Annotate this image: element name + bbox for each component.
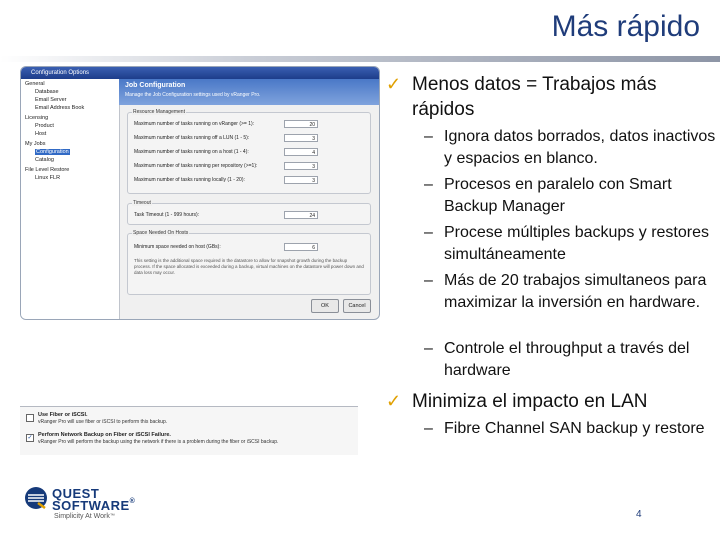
use-fiber-desc: vRanger Pro will use fiber or iSCSI to perform this backup. — [38, 419, 168, 425]
network-backup-title: Perform Network Backup on Fiber or iSCSI Failure. — [38, 432, 171, 438]
dialog-title-bar: Configuration Options — [21, 67, 379, 79]
ok-button[interactable]: OK — [311, 299, 339, 313]
slide-title: Más rápido — [551, 10, 700, 43]
cancel-button[interactable]: Cancel — [343, 299, 371, 313]
title-divider — [0, 56, 720, 62]
sub-bullet-text: Procesos en paralelo con Smart Backup Manager — [444, 176, 672, 215]
tree-item-general[interactable]: General — [25, 81, 45, 87]
resource-management-group — [127, 109, 371, 194]
max-tasks-lun-label: Maximum number of tasks running off a LUN (1 - 5): — [134, 135, 250, 141]
tree-item-linux-flr[interactable]: Linux FLR — [35, 175, 61, 181]
min-space-label: Minimum space needed on host (GBs): — [134, 244, 221, 250]
min-space-input[interactable]: 6 — [284, 243, 318, 251]
timeout-group — [127, 200, 371, 225]
dash-icon: – — [424, 420, 433, 437]
max-tasks-lun-input[interactable]: 3 — [284, 134, 318, 142]
dash-icon: – — [424, 340, 433, 357]
job-configuration-title: Job Configuration — [125, 82, 186, 89]
max-tasks-host-input[interactable]: 4 — [284, 148, 318, 156]
tree-item-file-level-restore[interactable]: File Level Restore — [25, 167, 70, 173]
max-tasks-repository-label: Maximum number of tasks running per repository (>=1): — [134, 163, 258, 169]
job-configuration-panel — [119, 79, 379, 319]
tree-item-email-address-book[interactable]: Email Address Book — [35, 105, 85, 111]
check-icon: ✓ — [386, 74, 402, 94]
use-fiber-checkbox[interactable] — [26, 414, 34, 422]
space-needed-group — [127, 230, 371, 295]
tree-item-configuration[interactable]: Configuration — [36, 149, 69, 155]
task-timeout-input[interactable]: 24 — [284, 211, 318, 219]
sub-bullet-text: Controle el throughput a través del hardware — [444, 340, 690, 379]
bullet-2-text: Minimiza el impacto en LAN — [412, 391, 648, 412]
trademark-mark: ™ — [109, 513, 115, 519]
network-backup-desc: vRanger Pro will perform the backup using the network if there is a problem during the fiber or iSCSI backup. — [38, 439, 279, 445]
max-tasks-local-label: Maximum number of tasks running locally (1 - 20): — [134, 177, 245, 183]
dash-icon: – — [424, 128, 433, 145]
sub-bullet-text: Ignora datos borrados, datos inactivos y espacios en blanco. — [444, 128, 716, 167]
tree-item-database[interactable]: Database — [35, 89, 59, 95]
space-note: This setting is the additional space required in the datastore to allow for snapshot growth during the backup process. If the space allocated is exceeded during a backup, virtual machines on the datastore will power down and data loss may occur. — [134, 258, 364, 275]
resource-management-legend: Resource Management — [133, 109, 185, 115]
use-fiber-title: Use Fiber or iSCSI. — [38, 412, 88, 418]
tree-item-my-jobs[interactable]: My Jobs — [25, 141, 46, 147]
backup-options-screenshot — [20, 406, 358, 455]
tree-item-licensing[interactable]: Licensing — [25, 115, 49, 121]
logo-word-1: QUEST — [52, 486, 100, 501]
sub-bullet-text: Más de 20 trabajos simultaneos para maximizar la inversión en hardware. — [444, 272, 707, 311]
logo-word-2-text: SOFTWARE — [52, 498, 130, 513]
tree-item-host[interactable]: Host — [35, 131, 47, 137]
space-needed-legend: Space Needed On Hosts — [133, 230, 189, 236]
logo-tagline-text: Simplicity At Work — [54, 513, 110, 520]
tree-item-catalog[interactable]: Catalog — [35, 157, 54, 163]
logo-word-2 — [52, 498, 135, 513]
sub-bullet-text: Fibre Channel SAN backup y restore — [444, 420, 705, 437]
max-tasks-vranger-label: Maximum number of tasks running on vRanger (>= 1): — [134, 121, 255, 127]
dash-icon: – — [424, 272, 433, 289]
registered-mark: ® — [129, 498, 136, 505]
tree-item-email-server[interactable]: Email Server — [35, 97, 67, 103]
configuration-dialog-screenshot — [20, 66, 380, 320]
dash-icon: – — [424, 224, 433, 241]
max-tasks-host-label: Maximum number of tasks running on a host (1 - 4): — [134, 149, 249, 155]
dash-icon: – — [424, 176, 433, 193]
bullet-1-text: Menos datos = Trabajos más rápidos — [412, 74, 657, 120]
sub-bullet-text: Procese múltiples backups y restores simultáneamente — [444, 224, 709, 263]
max-tasks-local-input[interactable]: 3 — [284, 176, 318, 184]
job-configuration-subtitle: Manage the Job Configuration settings used by vRanger Pro. — [125, 92, 261, 98]
check-icon: ✓ — [386, 391, 402, 411]
job-configuration-header — [119, 79, 379, 105]
page-number: 4 — [636, 509, 642, 520]
max-tasks-repository-input[interactable]: 3 — [284, 162, 318, 170]
quest-software-logo — [24, 484, 154, 524]
timeout-legend: Timeout — [133, 200, 151, 206]
tree-item-product[interactable]: Product — [35, 123, 54, 129]
task-timeout-label: Task Timeout (1 - 999 hours): — [134, 212, 200, 218]
options-tree — [21, 79, 120, 319]
max-tasks-vranger-input[interactable]: 20 — [284, 120, 318, 128]
network-backup-checkbox[interactable]: ✓ — [27, 435, 33, 441]
logo-tagline — [54, 513, 115, 520]
quest-logo-icon — [24, 486, 48, 510]
